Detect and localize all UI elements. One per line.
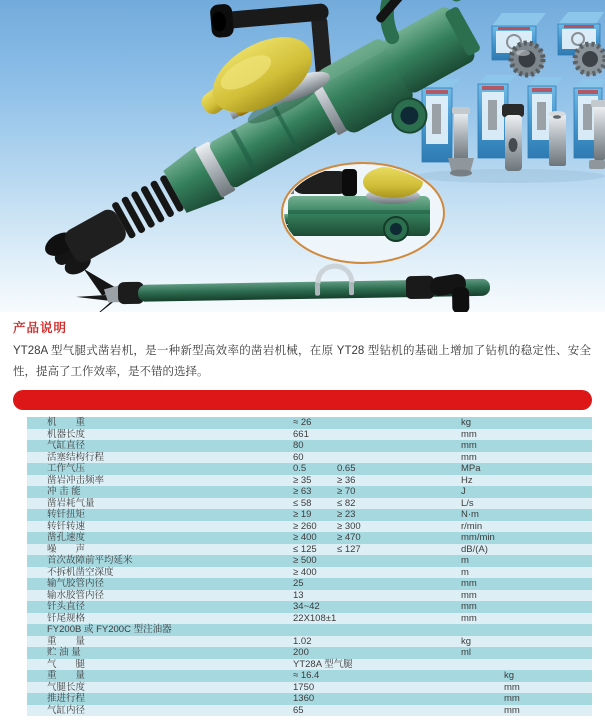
spec-value-1: 0.5 [293, 463, 307, 474]
spec-label: 凿孔速度 [47, 532, 86, 543]
spec-label: 气缸内径 [47, 704, 86, 716]
spec-row [27, 463, 592, 475]
spec-label: 贮 油 量 [47, 647, 81, 658]
spec-label: 转钎转速 [47, 520, 86, 532]
spec-unit: kg [504, 670, 515, 681]
spec-unit: dB/(A) [461, 543, 488, 555]
drill-part [502, 104, 524, 171]
spec-label: 噪 声 [47, 543, 86, 555]
spec-row [27, 601, 592, 613]
spec-label: 输气胶管内径 [47, 578, 105, 589]
spec-value-1: ≈ 26 [293, 417, 312, 428]
spec-unit: mm [504, 681, 520, 693]
spec-value-2: ≥ 470 [337, 532, 361, 543]
ratchet-ring [574, 43, 605, 75]
spec-row [27, 567, 592, 579]
spec-row [27, 429, 592, 441]
spec-unit: m [461, 555, 469, 566]
spec-unit: J [461, 486, 466, 497]
spec-label: 气 腿 [47, 658, 86, 670]
spec-value-1: 1.02 [293, 635, 312, 647]
spec-unit: ml [461, 647, 472, 658]
spec-row [27, 475, 592, 487]
spec-value-2: ≥ 70 [337, 486, 356, 497]
spec-row [27, 440, 592, 452]
spec-label: 不拆机凿空深度 [47, 566, 114, 578]
spec-label: 钎头直径 [47, 601, 86, 612]
spec-label: 转钎扭矩 [47, 509, 86, 520]
spec-value-2: ≤ 127 [337, 543, 361, 555]
spec-value-1: 22X108±1 [293, 612, 337, 624]
spec-label: 气腿长度 [47, 681, 86, 693]
spec-label: 钎尾规格 [47, 612, 86, 624]
product-photo-area [0, 0, 605, 312]
spec-unit: mm [461, 612, 477, 624]
spec-row [27, 452, 592, 464]
spec-label: 输水胶管内径 [47, 589, 105, 601]
spec-label: 活塞结构行程 [47, 451, 105, 463]
spec-row [27, 705, 592, 717]
spec-value-1: 1750 [293, 681, 315, 693]
spec-unit: mm [504, 693, 520, 704]
spec-row [27, 659, 592, 671]
inset-detail-photo [250, 163, 444, 263]
spec-value-1: 60 [293, 451, 304, 463]
spec-row [27, 636, 592, 648]
spec-value-1: 80 [293, 440, 304, 451]
spec-row [27, 555, 592, 567]
spec-unit: Hz [461, 474, 473, 486]
spec-value-2: 0.65 [337, 463, 356, 474]
spec-unit: mm [461, 440, 477, 451]
spec-label: 冲 击 能 [47, 486, 81, 497]
spec-value-1: 34~42 [293, 601, 320, 612]
spec-row [27, 532, 592, 544]
spec-row [27, 670, 592, 682]
spec-row [27, 521, 592, 533]
spec-row [27, 590, 592, 602]
drill-part [549, 111, 567, 166]
spec-value-1: ≤ 125 [293, 543, 317, 555]
spec-rows [27, 417, 592, 716]
spec-label: 重 量 [47, 635, 86, 647]
spec-value-2: ≤ 82 [337, 497, 356, 509]
spec-value-1: ≥ 400 [293, 532, 317, 543]
spec-value-1: ≈ 16.4 [293, 670, 320, 681]
spec-unit: mm [504, 704, 520, 716]
spec-value-1: 661 [293, 428, 309, 440]
spec-value-1: 200 [293, 647, 309, 658]
spec-unit: m [461, 566, 469, 578]
spec-label: 机器长度 [47, 428, 86, 440]
spec-value-1: 1360 [293, 693, 315, 704]
ratchet-ring-boxes [492, 12, 605, 76]
spec-value-1: ≥ 260 [293, 520, 317, 532]
spec-unit: N·m [461, 509, 479, 520]
spec-label: 重 量 [47, 670, 86, 681]
spec-value-2: ≥ 300 [337, 520, 361, 532]
spec-unit: mm [461, 451, 477, 463]
air-leg-photo [76, 262, 491, 312]
spec-value-2: ≥ 36 [337, 474, 356, 486]
ratchet-ring [510, 42, 544, 76]
product-description-section [0, 312, 605, 383]
spec-label: 工作气压 [47, 463, 86, 474]
spec-unit: kg [461, 635, 472, 647]
spec-row [27, 613, 592, 625]
spec-value-1: 25 [293, 578, 304, 589]
spec-unit: kg [461, 417, 472, 428]
spec-value-1: ≥ 19 [293, 509, 312, 520]
spec-label: FY200B 或 FY200C 型注油器 [47, 624, 172, 635]
spec-row [27, 624, 592, 636]
spec-label: 凿岩冲击频率 [47, 474, 105, 486]
spec-label: 推进行程 [47, 693, 86, 704]
spec-value-1: 13 [293, 589, 304, 601]
product-photos-illustration [0, 0, 605, 312]
spec-row [27, 682, 592, 694]
spec-row [27, 578, 592, 590]
spec-unit: r/min [461, 520, 483, 532]
spec-unit: mm [461, 578, 477, 589]
spec-value-1: 65 [293, 704, 304, 716]
spec-row [27, 486, 592, 498]
spec-label: 首次故障前平均延米 [47, 555, 133, 566]
spec-value-1: YT28A 型气腿 [293, 658, 353, 670]
description-heading: 产品说明 [13, 321, 68, 335]
spec-table-section [0, 390, 605, 716]
spec-value-1: ≥ 63 [293, 486, 312, 497]
spec-label: 气缸直径 [47, 440, 86, 451]
spec-row [27, 498, 592, 510]
spec-value-1: ≥ 35 [293, 474, 312, 486]
spec-label: 凿岩耗气量 [47, 497, 95, 509]
spec-unit: mm/min [461, 532, 495, 543]
spec-value-1: ≤ 58 [293, 497, 312, 509]
spec-unit: mm [461, 589, 477, 601]
description-text: YT28A 型气腿式凿岩机，是一种新型高效率的凿岩机械，在原 YT28 型钻机的基础上增加了钻机的稳定性、安全性，提高了工作效率，是不错的选择。 [13, 345, 591, 378]
spec-label: 机 重 [47, 417, 86, 428]
spec-value-1: ≥ 500 [293, 555, 317, 566]
spec-row [27, 544, 592, 556]
spec-value-2: ≥ 23 [337, 509, 356, 520]
spec-row [27, 417, 592, 429]
table-header-banner [13, 390, 592, 410]
spec-row [27, 647, 592, 659]
spec-row [27, 693, 592, 705]
spec-row [27, 509, 592, 521]
spec-unit: MPa [461, 463, 481, 474]
drill-part-boxes [415, 75, 605, 183]
spec-value-1: ≥ 400 [293, 566, 317, 578]
spec-unit: L/s [461, 497, 474, 509]
spec-unit: mm [461, 601, 477, 612]
spec-unit: mm [461, 428, 477, 440]
